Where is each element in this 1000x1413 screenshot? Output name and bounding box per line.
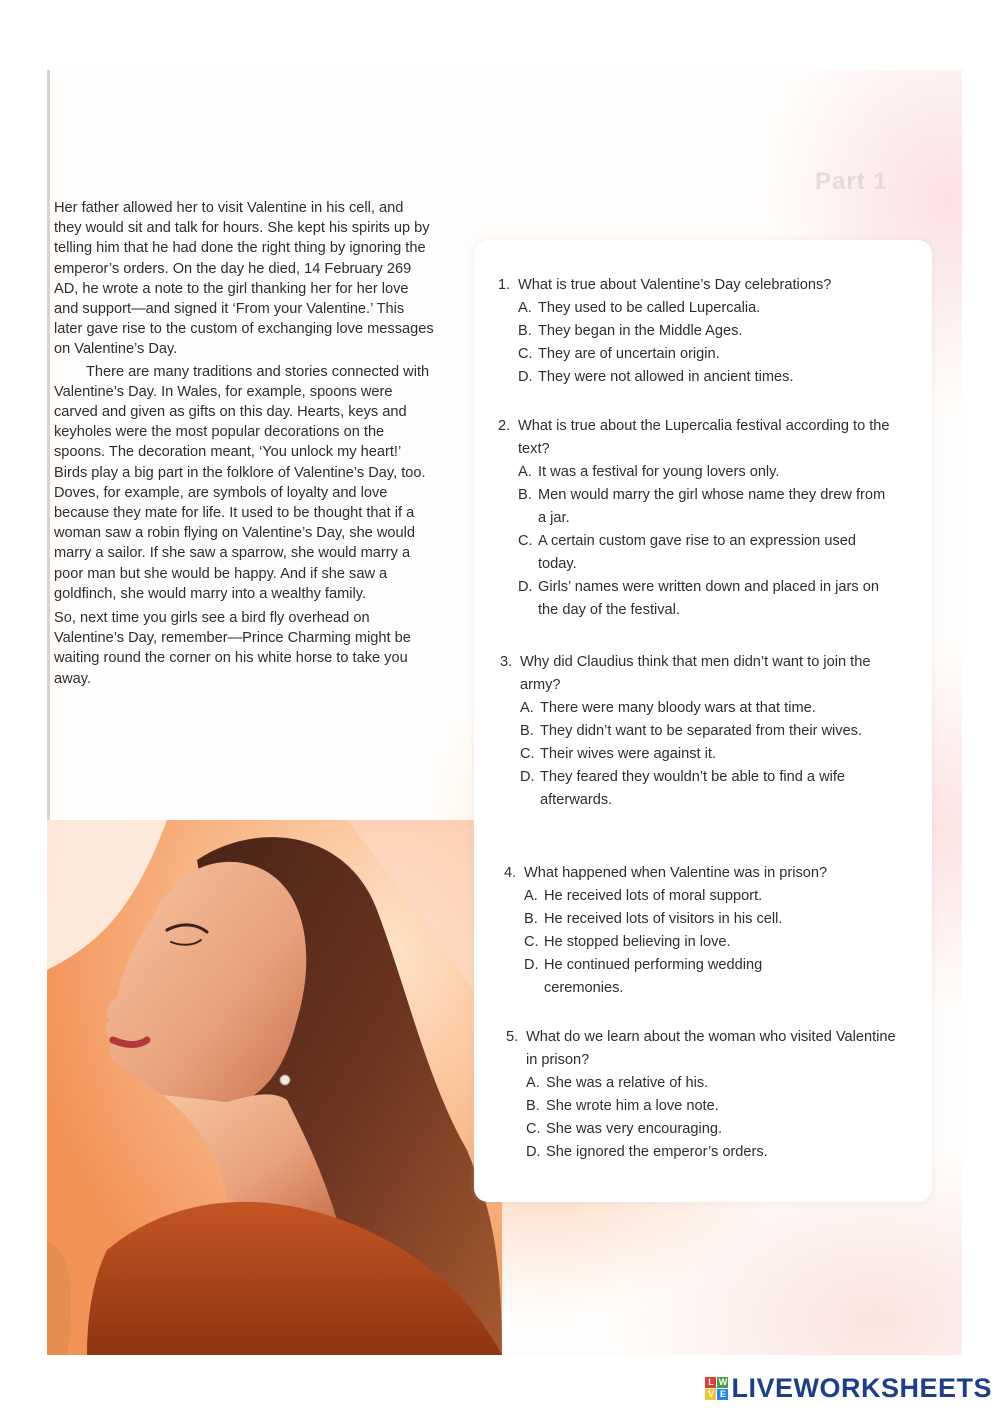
question-1	[498, 274, 918, 389]
option-letter: C.	[518, 533, 533, 549]
logo-letter: L	[705, 1377, 716, 1388]
answer-option-b[interactable]	[518, 484, 893, 530]
logo-letter: W	[718, 1376, 728, 1387]
option-text: They didn’t want to be separated from their wives.	[540, 723, 863, 739]
option-letter: D.	[518, 579, 533, 595]
question-stem: What happened when Valentine was in prison?	[524, 865, 828, 881]
option-text: Their wives were against it.	[540, 746, 717, 762]
option-letter: D.	[524, 957, 539, 973]
option-letter: B.	[518, 323, 532, 339]
option-text: They were not allowed in ancient times.	[538, 369, 794, 385]
answer-option-b[interactable]	[520, 720, 890, 743]
question-stem: What is true about Valentine’s Day celebrations?	[518, 277, 832, 293]
logo-mark-icon	[705, 1377, 728, 1400]
option-letter: A.	[526, 1075, 540, 1091]
answer-option-c[interactable]	[518, 343, 918, 366]
article-paragraph-2: There are many traditions and stories connected with Valentine’s Day. In Wales, for example, spoons were carved and given as gifts on this day. Hearts, keys and keyholes were the most popular decorations on the spoons. The decoration meant, ‘You unlock my heart!’ Birds play a big part in the folklore of Valentine’s Day, too. Doves, for example, are symbols of loyalty and love because they mate for life. It used to be thought that if a woman saw a robin flying on Valentine’s Day, she would marry a sailor. If she saw a sparrow, she would marry a poor man but she would be happy. And if she saw a goldfinch, she would marry into a wealthy family.	[54, 363, 430, 602]
question-number: 3.	[500, 654, 513, 670]
option-letter: C.	[518, 346, 533, 362]
answer-option-d[interactable]	[524, 954, 824, 1000]
option-letter: B.	[520, 723, 534, 739]
logo-text: LIVEWORKSHEETS	[731, 1372, 992, 1403]
option-text: He stopped believing in love.	[544, 934, 731, 950]
question-stem: What do we learn about the woman who visited Valentine in prison?	[526, 1029, 896, 1068]
option-text: It was a festival for young lovers only.	[538, 464, 780, 480]
article-text	[54, 198, 434, 689]
answer-option-c[interactable]	[526, 1118, 901, 1141]
option-text: A certain custom gave rise to an expression used today.	[538, 533, 856, 572]
question-5	[506, 1026, 901, 1164]
answer-option-d[interactable]	[520, 766, 890, 812]
question-number: 4.	[504, 865, 517, 881]
option-text: She ignored the emperor’s orders.	[546, 1144, 768, 1160]
option-letter: B.	[524, 911, 538, 927]
option-letter: B.	[526, 1098, 540, 1114]
option-text: She was a relative of his.	[546, 1075, 709, 1091]
option-letter: C.	[526, 1121, 541, 1137]
option-text: They feared they wouldn’t be able to find a wife afterwards.	[540, 769, 846, 808]
option-text: Men would marry the girl whose name they drew from a jar.	[538, 487, 886, 526]
answer-option-d[interactable]	[518, 576, 893, 622]
option-text: She wrote him a love note.	[546, 1098, 719, 1114]
question-3	[500, 651, 890, 812]
question-number: 2.	[498, 418, 511, 434]
question-number: 5.	[506, 1029, 519, 1045]
option-text: He received lots of moral support.	[544, 888, 763, 904]
option-letter: C.	[520, 746, 535, 762]
option-text: There were many bloody wars at that time.	[540, 700, 816, 716]
option-text: She was very encouraging.	[546, 1121, 723, 1137]
answer-option-a[interactable]	[520, 697, 890, 720]
option-text: They used to be called Lupercalia.	[538, 300, 761, 316]
article-paragraph-3: So, next time you girls see a bird fly overhead on Valentine’s Day, remember—Prince Charming might be waiting round the corner on his white horse to take you away.	[54, 610, 411, 687]
answer-option-c[interactable]	[518, 530, 893, 576]
option-letter: A.	[518, 300, 532, 316]
option-letter: D.	[520, 769, 535, 785]
option-letter: B.	[518, 487, 532, 503]
questions-panel	[474, 240, 932, 1202]
faded-section-title: Part 1	[815, 168, 888, 195]
question-stem: Why did Claudius think that men didn’t want to join the army?	[520, 654, 871, 693]
option-letter: A.	[524, 888, 538, 904]
option-text: Girls’ names were written down and placed in jars on the day of the festival.	[538, 579, 879, 618]
answer-option-a[interactable]	[518, 461, 893, 484]
answer-option-a[interactable]	[518, 297, 918, 320]
question-stem: What is true about the Lupercalia festival according to the text?	[518, 418, 890, 457]
option-text: He continued performing wedding ceremonies.	[544, 957, 763, 996]
answer-option-b[interactable]	[526, 1095, 901, 1118]
answer-option-b[interactable]	[524, 908, 914, 931]
answer-option-c[interactable]	[520, 743, 890, 766]
option-text: They began in the Middle Ages.	[538, 323, 743, 339]
logo-letter: V	[705, 1389, 716, 1400]
answer-option-a[interactable]	[526, 1072, 901, 1095]
answer-option-d[interactable]	[526, 1141, 901, 1164]
option-letter: A.	[518, 464, 532, 480]
option-letter: D.	[518, 369, 533, 385]
option-letter: A.	[520, 700, 534, 716]
logo-letter: E	[717, 1389, 728, 1400]
answer-option-b[interactable]	[518, 320, 918, 343]
question-2	[498, 415, 893, 622]
article-paragraph-1: Her father allowed her to visit Valentine in his cell, and they would sit and talk for hours. She kept his spirits up by telling him that he had done the right thing by ignoring the emperor’s orders. On the day he died, 14 February 269 AD, he wrote a note to the girl thanking her for her love and support—and signed it ‘From your Valentine.’ This later gave rise to the custom of exchanging love messages on Valentine’s Day.	[54, 200, 434, 358]
answer-option-c[interactable]	[524, 931, 914, 954]
woman-portrait-photo	[47, 820, 502, 1355]
liveworksheets-logo[interactable]	[705, 1373, 992, 1403]
option-text: He received lots of visitors in his cell.	[544, 911, 783, 927]
option-letter: C.	[524, 934, 539, 950]
question-4	[504, 862, 914, 1000]
question-number: 1.	[498, 277, 511, 293]
option-text: They are of uncertain origin.	[538, 346, 720, 362]
answer-option-a[interactable]	[524, 885, 914, 908]
portrait-illustration	[47, 820, 502, 1355]
answer-option-d[interactable]	[518, 366, 918, 389]
option-letter: D.	[526, 1144, 541, 1160]
